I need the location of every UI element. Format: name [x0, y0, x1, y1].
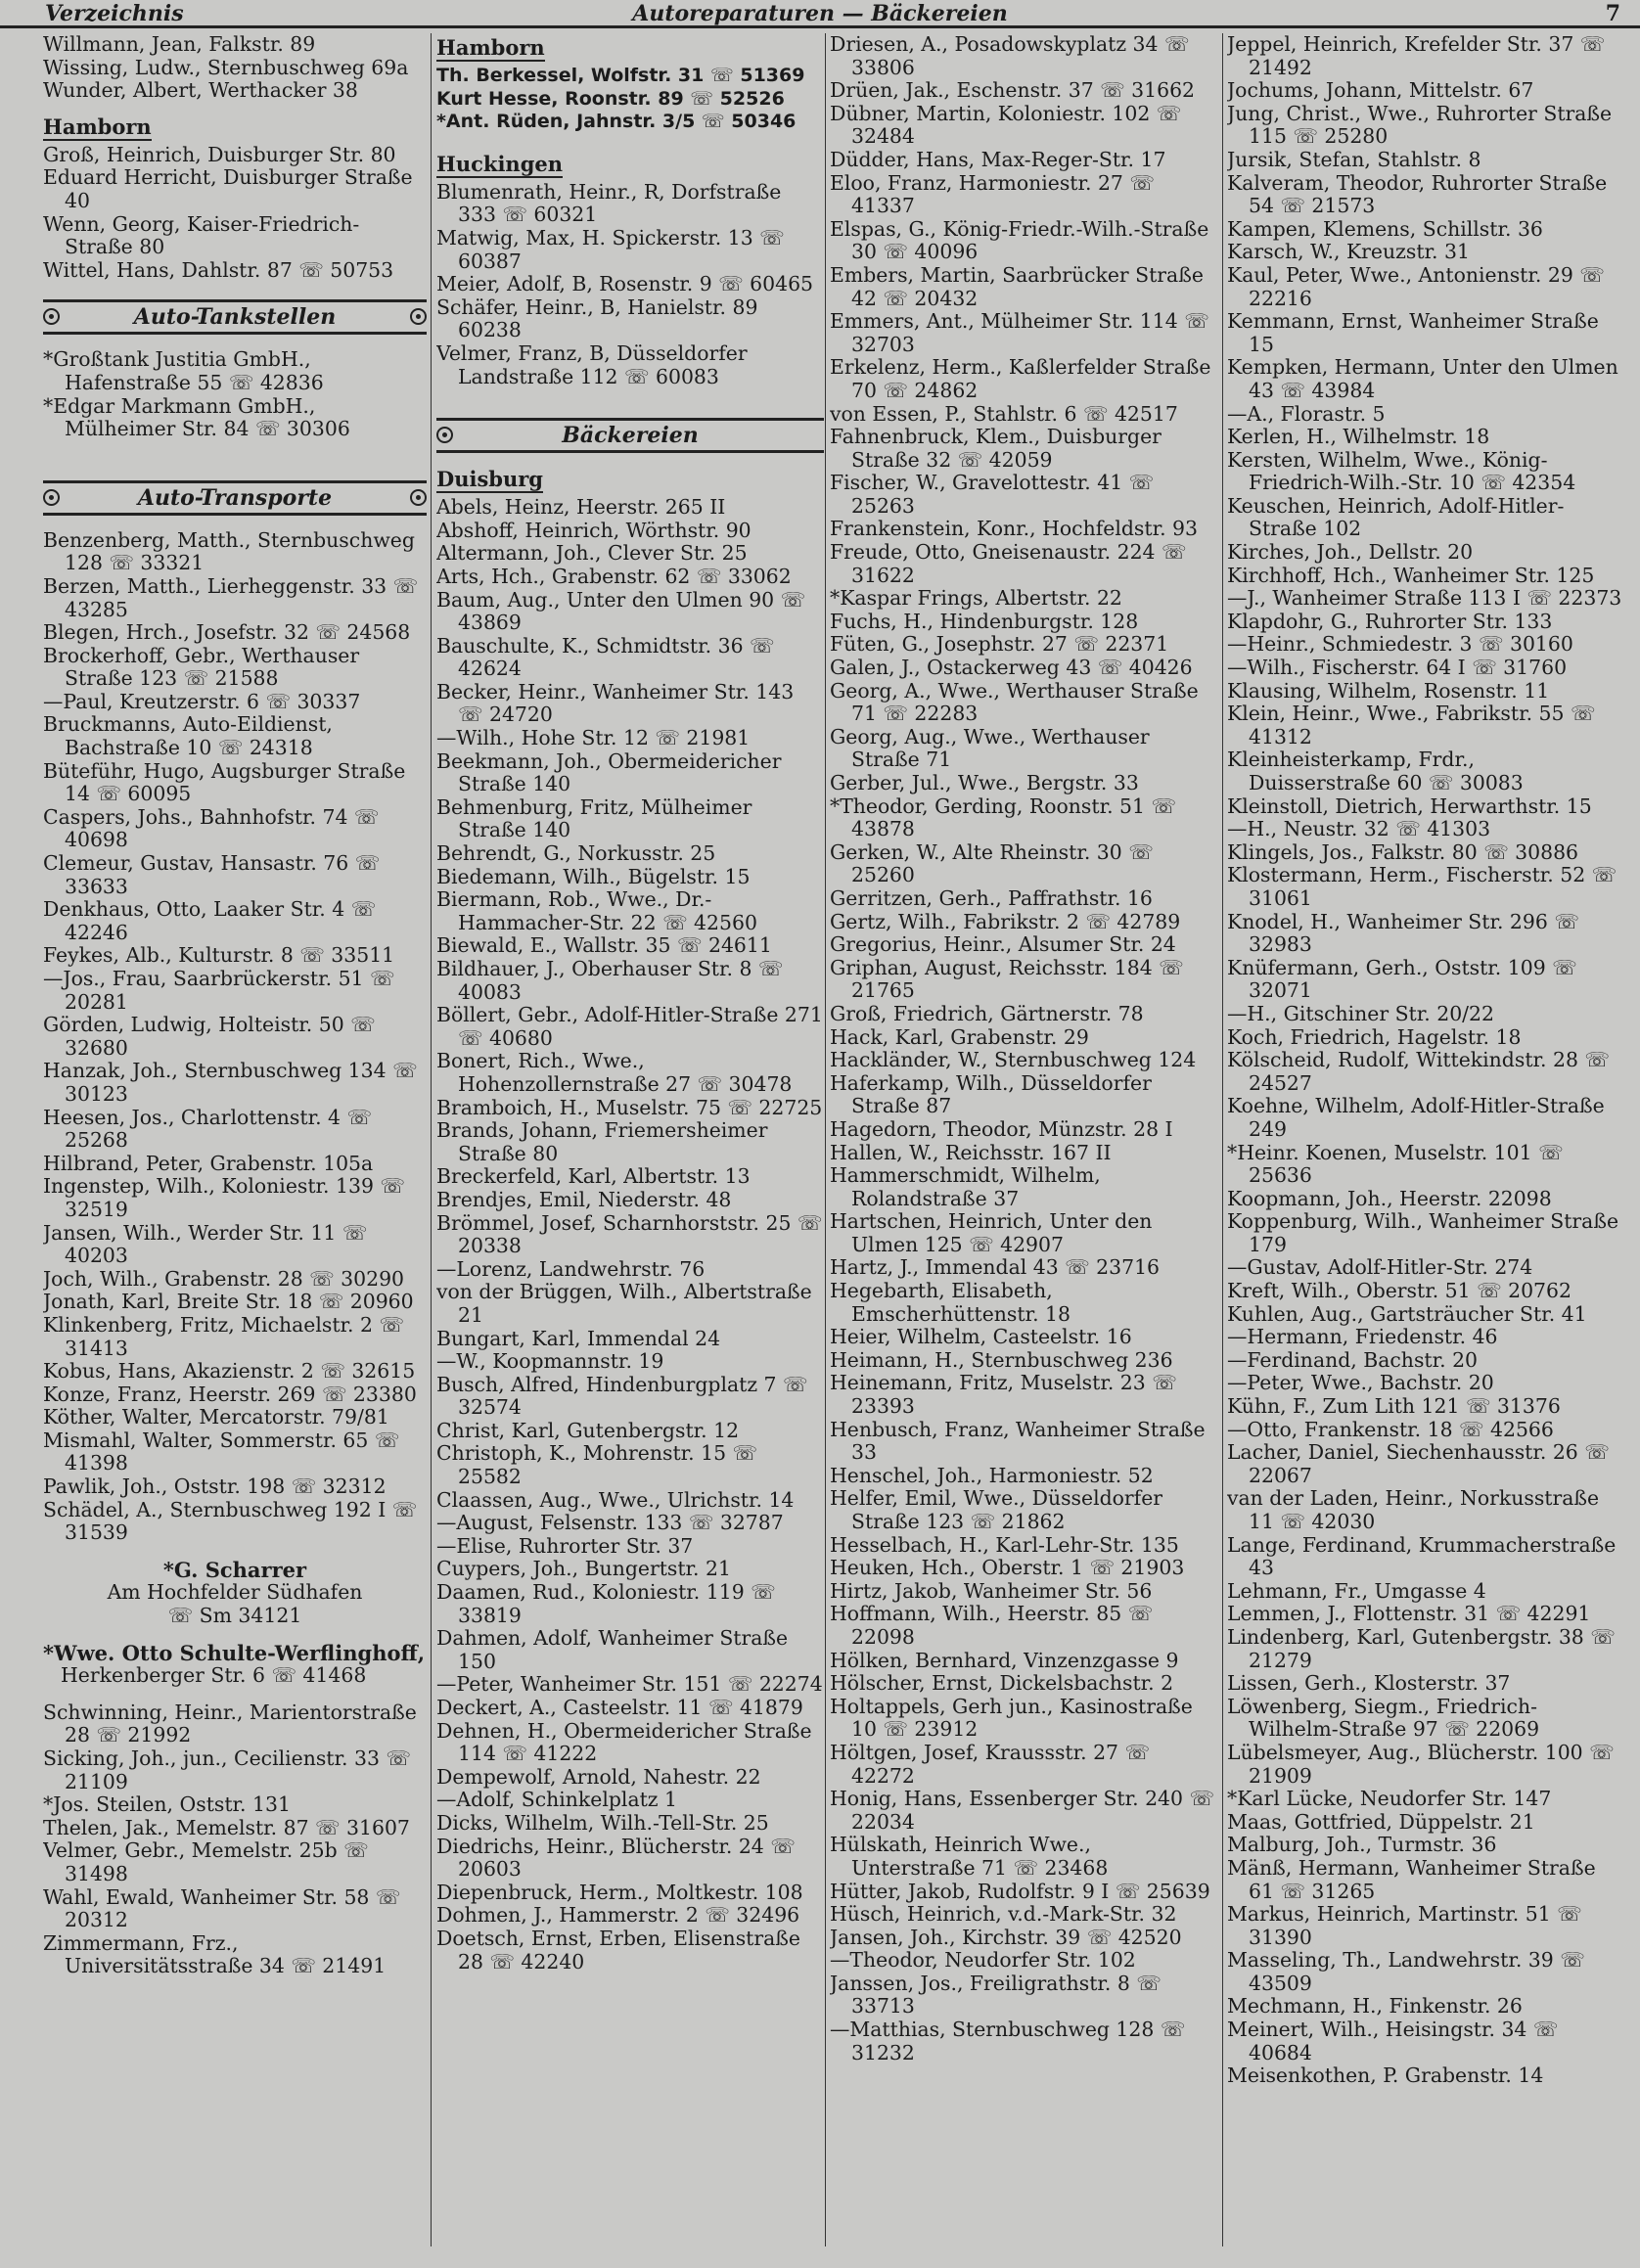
directory-entry: Wunder, Albert, Werthacker 38: [43, 78, 358, 103]
directory-entry: Behrendt, G., Norkusstr. 25: [436, 841, 716, 866]
directory-entry: Klausing, Wilhelm, Rosenstr. 11: [1227, 678, 1550, 703]
directory-entry: Abels, Heinz, Heerstr. 265 II: [436, 495, 726, 520]
directory-entry: Heier, Wilhelm, Casteelstr. 16: [830, 1325, 1132, 1349]
directory-entry: Jochums, Johann, Mittelstr. 67: [1227, 78, 1534, 103]
ad-name: *G. Scharrer: [162, 1557, 307, 1582]
directory-entry: Jonath, Karl, Breite Str. 18 ☏ 20960: [43, 1290, 414, 1314]
directory-entry: Honig, Hans, Essenberger Str. 240 ☏ 22034: [830, 1787, 1214, 1834]
directory-entry: —August, Felsenstr. 133 ☏ 32787: [436, 1511, 784, 1535]
directory-entry: Knüfermann, Gerh., Oststr. 109 ☏ 32071: [1227, 955, 1577, 1003]
directory-entry: Henbusch, Franz, Wanheimer Straße 33: [830, 1417, 1206, 1465]
directory-entry: Kobus, Hans, Akazienstr. 2 ☏ 32615: [43, 1359, 416, 1383]
directory-entry: Bruckmanns, Auto-Eildienst, Bachstraße 10 ☏ 24318: [43, 712, 333, 760]
directory-entry: Kölscheid, Rudolf, Wittekindstr. 28 ☏ 24527: [1227, 1048, 1610, 1095]
directory-entry: Jansen, Wilh., Werder Str. 11 ☏ 40203: [43, 1220, 368, 1268]
directory-entry: Koopmann, Joh., Heerstr. 22098: [1227, 1186, 1552, 1210]
directory-entry: —Peter, Wwe., Bachstr. 20: [1227, 1371, 1494, 1395]
directory-entry: —Adolf, Schinkelplatz 1: [436, 1788, 677, 1812]
directory-entry: Erkelenz, Herm., Kaßlerfelder Straße 70 ☏ 24862: [830, 355, 1211, 402]
ornament-icon: [410, 308, 427, 325]
directory-entry: Gertz, Wilh., Fabrikstr. 2 ☏ 42789: [830, 909, 1181, 933]
directory-entry: Koehne, Wilhelm, Adolf-Hitler-Straße 249: [1227, 1094, 1605, 1141]
section-heading-auto-transporte: Auto-Transporte: [43, 480, 427, 516]
directory-entry: *Großtank Justitia GmbH., Hafenstraße 55 ☏ 42836: [43, 347, 324, 394]
directory-entry: Wittel, Hans, Dahlstr. 87 ☏ 50753: [43, 257, 394, 282]
directory-entry: Brömmel, Josef, Scharnhorststr. 25 ☏ 20338: [436, 1210, 823, 1258]
column-rule: [1222, 33, 1223, 2246]
directory-entry: Cuypers, Joh., Bungertstr. 21: [436, 1557, 731, 1581]
directory-entry: Böllert, Gebr., Adolf-Hitler-Straße 271 ☏ 40680: [436, 1003, 823, 1050]
directory-entry: Diepenbruck, Herm., Moltkestr. 108: [436, 1880, 803, 1904]
directory-entry: Heesen, Jos., Charlottenstr. 4 ☏ 25268: [43, 1105, 373, 1153]
directory-entry: Altermann, Joh., Clever Str. 25: [436, 541, 748, 566]
directory-entry: Kersten, Wilhelm, Wwe., König-Friedrich-Wilh.-Str. 10 ☏ 42354: [1227, 447, 1576, 495]
directory-entry: *Heinr. Koenen, Muselstr. 101 ☏ 25636: [1227, 1140, 1564, 1188]
directory-entry: Deckert, A., Casteelstr. 11 ☏ 41879: [436, 1696, 803, 1719]
directory-entry: Henschel, Joh., Harmoniestr. 52: [830, 1463, 1154, 1487]
directory-entry: Markus, Heinrich, Martinstr. 51 ☏ 31390: [1227, 1902, 1582, 1949]
directory-entry: Hartschen, Heinrich, Unter den Ulmen 125 ☏ 42907: [830, 1209, 1153, 1256]
directory-entry: Hilbrand, Peter, Grabenstr. 105a: [43, 1151, 374, 1175]
directory-entry: —Theodor, Neudorfer Str. 102: [830, 1948, 1136, 1973]
directory-entry: Hagedorn, Theodor, Münzstr. 28 I: [830, 1116, 1173, 1141]
directory-entry: Abshoff, Heinrich, Wörthstr. 90: [436, 518, 752, 542]
directory-entry: Biermann, Rob., Wwe., Dr.-Hammacher-Str. 22 ☏ 42560: [436, 887, 757, 934]
directory-entry: Konze, Franz, Heerstr. 269 ☏ 23380: [43, 1382, 417, 1406]
directory-entry: Karsch, W., Kreuzstr. 31: [1227, 240, 1470, 264]
ornament-icon: [43, 489, 60, 506]
directory-entry: Doetsch, Ernst, Erben, Elisenstraße 28 ☏ 42240: [436, 1926, 800, 1973]
directory-entry: —Gustav, Adolf-Hitler-Str. 274: [1227, 1255, 1533, 1280]
directory-entry: Jansen, Joh., Kirchstr. 39 ☏ 42520: [830, 1925, 1182, 1949]
directory-entry: Feykes, Alb., Kulturstr. 8 ☏ 33511: [43, 943, 395, 968]
place-heading: Hamborn: [436, 35, 545, 60]
directory-entry: Lemmen, J., Flottenstr. 31 ☏ 42291: [1227, 1602, 1591, 1626]
directory-entry: —Wilh., Hohe Str. 12 ☏ 21981: [436, 726, 751, 750]
directory-entry: *Edgar Markmann GmbH., Mülheimer Str. 84 ☏ 30306: [43, 393, 350, 441]
directory-entry: —Lorenz, Landwehrstr. 76: [436, 1256, 706, 1281]
directory-entry: Schäfer, Heinr., B, Hanielstr. 89 60238: [436, 295, 758, 342]
directory-entry: Clemeur, Gustav, Hansastr. 76 ☏ 33633: [43, 851, 381, 898]
directory-entry: Bauschulte, K., Schmidtstr. 36 ☏ 42624: [436, 633, 775, 681]
directory-entry: Wissing, Ludw., Sternbuschweg 69a: [43, 55, 409, 79]
directory-entry: Baum, Aug., Unter den Ulmen 90 ☏ 43869: [436, 587, 806, 635]
directory-entry: Hüsch, Heinrich, v.d.-Mark-Str. 32: [830, 1902, 1177, 1927]
directory-entry: —Wilh., Fischerstr. 64 I ☏ 31760: [1227, 656, 1568, 680]
directory-entry: Kemmann, Ernst, Wanheimer Straße 15: [1227, 309, 1599, 356]
directory-entry: Zimmermann, Frz., Universitätsstraße 34 ☏ 21491: [43, 1930, 387, 1978]
directory-entry: Beekmann, Joh., Obermeidericher Straße 140: [436, 748, 782, 796]
directory-entry: *Karl Lücke, Neudorfer Str. 147: [1227, 1787, 1552, 1811]
section-heading-auto-tankstellen: Auto-Tankstellen: [43, 299, 427, 335]
directory-entry: Gregorius, Heinr., Alsumer Str. 24: [830, 932, 1176, 957]
column-3: [830, 33, 1219, 2254]
place-heading: Hamborn: [43, 113, 152, 139]
directory-entry: Eduard Herricht, Duisburger Straße 40: [43, 165, 413, 212]
directory-entry: Elspas, G., König-Friedr.-Wilh.-Straße 30 ☏ 40096: [830, 216, 1209, 264]
section-heading-baeckereien: Bäckereien: [436, 418, 824, 453]
directory-entry: Görden, Ludwig, Holteistr. 50 ☏ 32680: [43, 1013, 376, 1060]
directory-entry: Haferkamp, Wilh., Düsseldorfer Straße 87: [830, 1070, 1152, 1118]
directory-entry: Breckerfeld, Karl, Albertstr. 13: [436, 1164, 751, 1189]
directory-entry: Hesselbach, H., Karl-Lehr-Str. 135: [830, 1532, 1179, 1557]
directory-entry: Hammerschmidt, Wilhelm, Rolandstraße 37: [830, 1163, 1101, 1210]
directory-entry: Claassen, Aug., Wwe., Ulrichstr. 14: [436, 1487, 795, 1512]
directory-entry: Freude, Otto, Gneisenaustr. 224 ☏ 31622: [830, 540, 1187, 587]
directory-entry: Kalveram, Theodor, Ruhrorter Straße 54 ☏ 21573: [1227, 170, 1608, 218]
directory-entry: Löwenberg, Siegm., Friedrich-Wilhelm-Straße 97 ☏ 22069: [1227, 1694, 1540, 1742]
directory-entry: Ingenstep, Wilh., Koloniestr. 139 ☏ 32519: [43, 1174, 405, 1221]
entry-list: [43, 1701, 427, 1978]
directory-entry: Fischer, W., Gravelottestr. 41 ☏ 25263: [830, 471, 1155, 518]
directory-entry: Klapdohr, G., Ruhrorter Str. 133: [1227, 609, 1553, 633]
advertisement-scharrer: [43, 1559, 427, 1628]
directory-entry: Biewald, E., Wallstr. 35 ☏ 24611: [436, 933, 772, 958]
entry-list: [43, 348, 427, 440]
directory-entry: Kühn, F., Zum Lith 121 ☏ 31376: [1227, 1394, 1561, 1419]
directory-entry: Meisenkothen, P. Grabenstr. 14: [1227, 2064, 1544, 2088]
directory-entry: Wahl, Ewald, Wanheimer Str. 58 ☏ 20312: [43, 1884, 401, 1932]
directory-entry: Denkhaus, Otto, Laaker Str. 4 ☏ 42246: [43, 897, 377, 944]
directory-entry: —Otto, Frankenstr. 18 ☏ 42566: [1227, 1417, 1554, 1441]
directory-entry: Kirches, Joh., Dellstr. 20: [1227, 540, 1474, 565]
directory-entry: Lindenberg, Karl, Gutenbergstr. 38 ☏ 21279: [1227, 1624, 1616, 1672]
entry-list: [43, 33, 427, 103]
directory-entry: Gerritzen, Gerh., Paffrathstr. 16: [830, 885, 1153, 910]
directory-entry: —Ferdinand, Bachstr. 20: [1227, 1347, 1479, 1372]
column-rule: [825, 33, 826, 2246]
directory-entry: van der Laden, Heinr., Norkusstraße 11 ☏ 42030: [1227, 1486, 1600, 1533]
directory-entry: Köther, Walter, Mercatorstr. 79/81: [43, 1405, 389, 1429]
directory-entry: Bramboich, H., Muselstr. 75 ☏ 22725: [436, 1095, 823, 1119]
directory-entry: Düdder, Hans, Max-Reger-Str. 17: [830, 147, 1166, 171]
directory-entry: Brendjes, Emil, Niederstr. 48: [436, 1187, 732, 1211]
directory-entry: Hölken, Bernhard, Vinzenzgasse 9: [830, 1648, 1179, 1672]
place-heading: Huckingen: [436, 151, 564, 176]
directory-entry: Joch, Wilh., Grabenstr. 28 ☏ 30290: [43, 1266, 405, 1291]
running-header: [0, 0, 1640, 28]
directory-entry: Georg, A., Wwe., Werthauser Straße 71 ☏ 22283: [830, 678, 1199, 726]
directory-entry: Blegen, Hrch., Josefstr. 32 ☏ 24568: [43, 620, 411, 645]
directory-entry: Caspers, Johs., Bahnhofstr. 74 ☏ 40698: [43, 804, 380, 852]
directory-entry: Dehnen, H., Obermeidericher Straße 114 ☏ 41222: [436, 1718, 812, 1766]
column-1: [43, 33, 427, 2254]
directory-entry: Blumenrath, Heinr., R, Dorfstraße 333 ☏ 60321: [436, 179, 782, 227]
ornament-icon: [436, 427, 453, 443]
directory-entry: Klinkenberg, Fritz, Michaelstr. 2 ☏ 31413: [43, 1312, 404, 1360]
directory-entry: Arts, Hch., Grabenstr. 62 ☏ 33062: [436, 564, 792, 588]
directory-entry: Emmers, Ant., Mülheimer Str. 114 ☏ 32703: [830, 309, 1209, 356]
directory-entry: Kirchhoff, Hch., Wanheimer Str. 125: [1227, 563, 1595, 587]
directory-entry: —Matthias, Sternbuschweg 128 ☏ 31232: [830, 2018, 1186, 2064]
header-left: Verzeichnis: [45, 1, 184, 26]
entry-list: [436, 181, 824, 388]
directory-entry: Mänß, Hermann, Wanheimer Straße 61 ☏ 31265: [1227, 1855, 1596, 1903]
directory-entry: Fuchs, H., Hindenburgstr. 128: [830, 609, 1139, 633]
directory-entry: Diedrichs, Heinr., Blücherstr. 24 ☏ 20603: [436, 1834, 796, 1882]
directory-entry: Klein, Heinr., Wwe., Fabrikstr. 55 ☏ 41312: [1227, 702, 1596, 748]
directory-entry: Embers, Martin, Saarbrücker Straße 42 ☏ 20432: [830, 262, 1204, 310]
directory-entry: Drüen, Jak., Eschenstr. 37 ☏ 31662: [830, 78, 1196, 103]
directory-entry: Heimann, H., Sternbuschweg 236: [830, 1347, 1173, 1372]
directory-entry: Heinemann, Fritz, Muselstr. 23 ☏ 23393: [830, 1371, 1177, 1419]
directory-entry: Fahnenbruck, Klem., Duisburger Straße 32 ☏ 42059: [830, 425, 1162, 472]
directory-entry: Matwig, Max, H. Spickerstr. 13 ☏ 60387: [436, 225, 785, 273]
directory-entry: *Ant. Rüden, Jahnstr. 3/5 ☏ 50346: [436, 111, 797, 133]
directory-entry: Mismahl, Walter, Sommerstr. 65 ☏ 41398: [43, 1428, 400, 1475]
directory-entry: Schädel, A., Sternbuschweg 192 I ☏ 31539: [43, 1497, 418, 1545]
directory-entry: —W., Koopmannstr. 19: [436, 1349, 664, 1374]
directory-entry: Keuschen, Heinrich, Adolf-Hitler-Straße 102: [1227, 493, 1565, 541]
entry-list: [43, 529, 427, 1545]
directory-entry: Galen, J., Ostackerweg 43 ☏ 40426: [830, 656, 1193, 680]
directory-entry: Dempewolf, Arnold, Nahestr. 22: [436, 1764, 761, 1789]
directory-entry: Kempken, Hermann, Unter den Ulmen 43 ☏ 43984: [1227, 355, 1618, 402]
directory-entry: Dohmen, J., Hammerstr. 2 ☏ 32496: [436, 1903, 800, 1928]
ad-line: Am Hochfelder Südhafen: [107, 1580, 363, 1605]
directory-entry: Kreft, Wilh., Oberstr. 51 ☏ 20762: [1227, 1279, 1572, 1303]
directory-entry: Bungart, Karl, Immendal 24: [436, 1326, 721, 1350]
directory-entry: *Kaspar Frings, Albertstr. 22: [830, 586, 1122, 611]
directory-entry: Eloo, Franz, Harmoniestr. 27 ☏ 41337: [830, 170, 1155, 218]
directory-entry: Schwinning, Heinr., Marientorstraße 28 ☏ 21992: [43, 1700, 417, 1747]
directory-entry: Mechmann, H., Finkenstr. 26: [1227, 1994, 1523, 2019]
directory-entry: —Jos., Frau, Saarbrückerstr. 51 ☏ 20281: [43, 967, 395, 1014]
directory-entry: *Jos. Steilen, Oststr. 131: [43, 1792, 291, 1817]
directory-entry: Becker, Heinr., Wanheimer Str. 143 ☏ 24720: [436, 679, 795, 727]
directory-entry: Knodel, H., Wanheimer Str. 296 ☏ 32983: [1227, 909, 1579, 957]
directory-entry: Hoffmann, Wilh., Heerstr. 85 ☏ 22098: [830, 1602, 1154, 1649]
directory-entry: —Peter, Wanheimer Str. 151 ☏ 22274: [436, 1672, 823, 1697]
directory-entry: Lacher, Daniel, Siechenhausstr. 26 ☏ 22067: [1227, 1440, 1610, 1487]
directory-entry: Helfer, Emil, Wwe., Düsseldorfer Straße 123 ☏ 21862: [830, 1486, 1163, 1533]
directory-entry: Behmenburg, Fritz, Mülheimer Straße 140: [436, 794, 752, 842]
directory-entry: Thelen, Jak., Memelstr. 87 ☏ 31607: [43, 1815, 410, 1839]
directory-entry: Jeppel, Heinrich, Krefelder Str. 37 ☏ 21492: [1227, 33, 1606, 79]
directory-entry: Driesen, A., Posadowskyplatz 34 ☏ 33806: [830, 33, 1190, 79]
directory-entry: —H., Gitschiner Str. 20/22: [1227, 1001, 1494, 1025]
directory-entry: Frankenstein, Konr., Hochfeldstr. 93: [830, 517, 1198, 541]
ad-name: *Wwe. Otto Schulte-Werflinghoff,: [43, 1640, 426, 1665]
directory-entry: Klingels, Jos., Falkstr. 80 ☏ 30886: [1227, 839, 1579, 864]
directory-entry: —J., Wanheimer Straße 113 I ☏ 22373: [1227, 586, 1622, 611]
directory-entry: Busch, Alfred, Hindenburgplatz 7 ☏ 32574: [436, 1372, 808, 1420]
ornament-icon: [43, 308, 60, 325]
directory-entry: Holtappels, Gerh jun., Kasinostraße 10 ☏ 23912: [830, 1694, 1193, 1742]
directory-entry: Berzen, Matth., Lierheggenstr. 33 ☏ 43285: [43, 573, 419, 621]
directory-entry: Hanzak, Joh., Sternbuschweg 134 ☏ 30123: [43, 1059, 418, 1106]
directory-entry: Kleinstoll, Dietrich, Herwarthstr. 15: [1227, 794, 1592, 818]
directory-entry: Griphan, August, Reichsstr. 184 ☏ 21765: [830, 955, 1184, 1003]
directory-entry: Brands, Johann, Friemersheimer Straße 80: [436, 1118, 768, 1165]
directory-entry: —A., Florastr. 5: [1227, 401, 1386, 426]
directory-entry: Meinert, Wilh., Heisingstr. 34 ☏ 40684: [1227, 2018, 1559, 2064]
directory-entry: Hack, Karl, Grabenstr. 29: [830, 1024, 1089, 1049]
directory-entry: Bildhauer, J., Oberhauser Str. 8 ☏ 40083: [436, 957, 784, 1004]
directory-entry: Jung, Christ., Wwe., Ruhrorter Straße 115 ☏ 25280: [1227, 101, 1613, 149]
directory-entry: —Elise, Ruhrorter Str. 37: [436, 1533, 694, 1558]
entry-list: [43, 144, 427, 283]
advertisement-schulte: [43, 1642, 427, 1688]
directory-entry: —Paul, Kreutzerstr. 6 ☏ 30337: [43, 689, 361, 713]
directory-entry: Jursik, Stefan, Stahlstr. 8: [1227, 147, 1481, 171]
directory-entry: Pawlik, Joh., Oststr. 198 ☏ 32312: [43, 1474, 387, 1499]
directory-entry: Christoph, K., Mohrenstr. 15 ☏ 25582: [436, 1441, 758, 1489]
entry-list: [1227, 33, 1622, 2088]
directory-entry: Hackländer, W., Sternbuschweg 124: [830, 1048, 1197, 1072]
directory-entry: Lange, Ferdinand, Krummacherstraße 43: [1227, 1532, 1617, 1580]
directory-entry: Hülskath, Heinrich Wwe., Unterstraße 71 ☏ 23468: [830, 1833, 1109, 1880]
directory-entry: Maas, Gottfried, Düppelstr. 21: [1227, 1809, 1535, 1834]
directory-entry: Kuhlen, Aug., Gartsträucher Str. 41: [1227, 1301, 1587, 1326]
directory-entry: Benzenberg, Matth., Sternbuschweg 128 ☏ 33321: [43, 527, 415, 575]
directory-entry: Velmer, Gebr., Memelstr. 25b ☏ 31498: [43, 1838, 369, 1885]
directory-entry: Groß, Heinrich, Duisburger Str. 80: [43, 142, 396, 166]
directory-entry: Hütter, Jakob, Rudolfstr. 9 I ☏ 25639: [830, 1879, 1210, 1903]
place-heading: Duisburg: [436, 467, 543, 492]
directory-entry: Dahmen, Adolf, Wanheimer Straße 150: [436, 1626, 789, 1673]
directory-entry: Klostermann, Herm., Fischerstr. 52 ☏ 31061: [1227, 863, 1617, 910]
directory-entry: Th. Berkessel, Wolfstr. 31 ☏ 51369: [436, 65, 805, 86]
directory-entry: Lübelsmeyer, Aug., Blücherstr. 100 ☏ 21909: [1227, 1740, 1615, 1788]
directory-entry: Kerlen, H., Wilhelmstr. 18: [1227, 425, 1490, 449]
directory-entry: Büteführ, Hugo, Augsburger Straße 14 ☏ 60095: [43, 758, 406, 806]
directory-entry: Groß, Friedrich, Gärtnerstr. 78: [830, 1001, 1144, 1025]
directory-entry: Kaul, Peter, Wwe., Antonienstr. 29 ☏ 22216: [1227, 262, 1605, 310]
directory-entry: Malburg, Joh., Turmstr. 36: [1227, 1833, 1497, 1857]
directory-entry: Daamen, Rud., Koloniestr. 119 ☏ 33819: [436, 1580, 776, 1627]
directory-entry: Lehmann, Fr., Umgasse 4: [1227, 1578, 1486, 1603]
directory-entry: Kampen, Klemens, Schillstr. 36: [1227, 216, 1543, 241]
directory-entry: von der Brüggen, Wilh., Albertstraße 21: [436, 1280, 812, 1327]
directory-entry: Dicks, Wilhelm, Wilh.-Tell-Str. 25: [436, 1810, 769, 1835]
directory-entry: Füten, G., Josephstr. 27 ☏ 22371: [830, 632, 1169, 657]
directory-entry: Janssen, Jos., Freiligrathstr. 8 ☏ 33713: [830, 1971, 1162, 2019]
column-rule: [431, 33, 432, 2246]
column-2: [436, 33, 824, 2254]
directory-entry: Christ, Karl, Gutenbergstr. 12: [436, 1418, 740, 1442]
directory-entry: Velmer, Franz, B, Düsseldorfer Landstraße 112 ☏ 60083: [436, 340, 748, 388]
directory-entry: Gerber, Jul., Wwe., Bergstr. 33: [830, 771, 1139, 794]
directory-entry: Hegebarth, Elisabeth, Emscherhüttenstr. 18: [830, 1279, 1071, 1326]
directory-entry: Hölscher, Ernst, Dickelsbachstr. 2: [830, 1671, 1174, 1696]
directory-entry: Hallen, W., Reichsstr. 167 II: [830, 1140, 1112, 1164]
directory-entry: Georg, Aug., Wwe., Werthauser Straße 71: [830, 724, 1150, 772]
directory-entry: Kurt Hesse, Roonstr. 89 ☏ 52526: [436, 87, 785, 110]
directory-entry: Heuken, Hch., Oberstr. 1 ☏ 21903: [830, 1556, 1185, 1580]
entry-list: [436, 496, 824, 1973]
directory-entry: —H., Neustr. 32 ☏ 41303: [1227, 817, 1491, 841]
entry-list: [436, 65, 824, 134]
ornament-icon: [410, 489, 427, 506]
directory-entry: Hartz, J., Immendal 43 ☏ 23716: [830, 1255, 1161, 1280]
directory-entry: —Heinr., Schmiedestr. 3 ☏ 30160: [1227, 632, 1573, 657]
page-number: 7: [1605, 1, 1620, 26]
directory-entry: Meier, Adolf, B, Rosenstr. 9 ☏ 60465: [436, 272, 814, 296]
ad-line: Herkenberger Str. 6 ☏ 41468: [61, 1663, 367, 1688]
directory-entry: Sicking, Joh., jun., Cecilienstr. 33 ☏ 21109: [43, 1746, 411, 1793]
directory-entry: —Hermann, Friedenstr. 46: [1227, 1325, 1498, 1349]
directory-entry: Masseling, Th., Landwehrstr. 39 ☏ 43509: [1227, 1948, 1585, 1995]
column-4: [1227, 33, 1622, 2254]
directory-entry: Wenn, Georg, Kaiser-Friedrich-Straße 80: [43, 211, 360, 259]
ad-line: ☏ Sm 34121: [167, 1604, 302, 1628]
header-center: Autoreparaturen — Bäckereien: [632, 1, 1008, 26]
directory-entry: Höltgen, Josef, Kraussstr. 27 ☏ 42272: [830, 1740, 1151, 1788]
directory-entry: Hirtz, Jakob, Wanheimer Str. 56: [830, 1578, 1153, 1603]
directory-entry: Gerken, W., Alte Rheinstr. 30 ☏ 25260: [830, 839, 1154, 887]
directory-entry: *Theodor, Gerding, Roonstr. 51 ☏ 43878: [830, 794, 1176, 841]
directory-entry: Koppenburg, Wilh., Wanheimer Straße 179: [1227, 1209, 1619, 1256]
directory-entry: von Essen, P., Stahlstr. 6 ☏ 42517: [830, 401, 1178, 426]
directory-entry: Kleinheisterkamp, Frdr., Duisserstraße 60 ☏ 30083: [1227, 748, 1524, 794]
directory-entry: Koch, Friedrich, Hagelstr. 18: [1227, 1024, 1522, 1049]
directory-entry: Willmann, Jean, Falkstr. 89: [43, 33, 316, 56]
directory-entry: Lissen, Gerh., Klosterstr. 37: [1227, 1671, 1511, 1696]
directory-entry: Bonert, Rich., Wwe., Hohenzollernstraße 27 ☏ 30478: [436, 1049, 793, 1096]
directory-entry: Biedemann, Wilh., Bügelstr. 15: [436, 864, 751, 888]
directory-entry: Dübner, Martin, Koloniestr. 102 ☏ 32484: [830, 101, 1182, 149]
directory-entry: Brockerhoff, Gebr., Werthauser Straße 123 ☏ 21588: [43, 643, 360, 691]
entry-list: [830, 33, 1219, 2064]
